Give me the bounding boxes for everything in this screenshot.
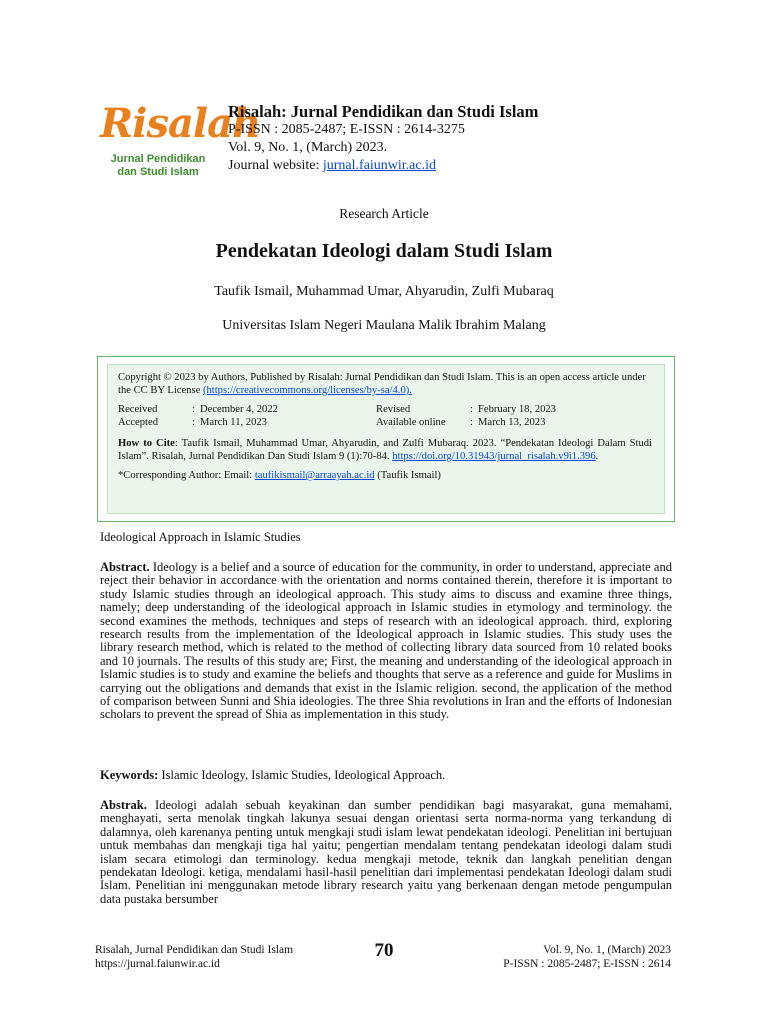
abstrak-paragraph: Abstrak. Ideologi adalah sebuah keyakinan dan sumber pendidikan bagi masyarakat, guna memahami, menghayati, serta menolak tingkah lakunya sesuai dengan orientasi serta norma-norma yang terkandung di dalamnya, oleh karenanya penting untuk mengkaji studi islam lewat pendekatan ideologi. Penelitian ini bertujuan untuk membahas dan mengkaji tiga hal yaitu; pengertian mendalam tentang pendekatan ideologi dalam studi islam secara etimologi dan terminology. kedua mengkaji metode, teknik dan langkah penelitian dengan pendekatan Ideologi. ketiga, mendalami hasil-hasil penelitian dari implementasi pendekatan Ideologi dalam studi Islam. Penelitian ini menggunakan metode library research yaitu yang berkenaan dengan metode pengumpulan data pustaka bersumber xyxy=(100,798,672,906)
journal-website: Journal website: jurnal.faiunwir.ac.id xyxy=(228,158,437,173)
english-title: Ideological Approach in Islamic Studies xyxy=(100,530,301,544)
logo-wordmark: Risalah xyxy=(100,100,261,147)
keywords-line: Keywords: Islamic Ideology, Islamic Studies, Ideological Approach. xyxy=(100,768,446,782)
copyright-notice: Copyright © 2023 by Authors, Published by Risalah: Jurnal Pendidikan dan Studi Islam. This is an open access article under the CC BY License (https://creativecommons.org/licenses/by-sa/4.0). xyxy=(118,372,646,396)
received-row: Received : December 4, 2022 Revised : February 18, 2023 xyxy=(118,404,556,415)
footer-left: Risalah, Jurnal Pendidikan dan Studi Islam https://jurnal.faiunwir.ac.id xyxy=(95,944,294,970)
article-title: Pendekatan Ideologi dalam Studi Islam xyxy=(215,240,553,262)
journal-logo xyxy=(100,100,261,180)
author-email-link[interactable]: taufikismail@arraayah.ac.id xyxy=(254,470,375,481)
article-info-box xyxy=(97,356,675,522)
article-type: Research Article xyxy=(339,206,429,221)
journal-header xyxy=(228,103,668,175)
doi-link[interactable]: https://doi.org/10.31943/jurnal_risalah.v9i1.396 xyxy=(392,451,596,462)
journal-issn: P-ISSN : 2085-2487; E-ISSN : 2614-3275 xyxy=(228,122,465,137)
abstract-paragraph: Abstract. Ideology is a belief and a source of education for the community, in order to understand, appreciate and reject their behavior in accordance with the orientation and norms contained therein, therefore it is important to study Islamic studies through an ideological approach. This study aims to discuss and examine three things, namely; deep understanding of the ideological approach in Islamic studies in etymology and terminology. the second examines the methods, techniques and steps of research with an ideological approach. third, exploring research results from the implementation of the Ideological approach in Islamic studies. This study uses the library research method, which is related to the method of collecting library data sourced from 10 related books and 10 journals. The results of this study are; First, the meaning and understanding of the ideological approach in Islamic studies is to study and examine the beliefs and thoughts that serve as a reference and guide for Muslims in carrying out the obligations and demands that exist in the Islamic religion. second, the application of the method of comparison between Sunni and Shia ideologies. The three Shia revolutions in Iran and the efforts of Indonesian scholars to prevent the spread of Shia as implementation in this study. xyxy=(100,560,672,722)
journal-website-link[interactable]: jurnal.faiunwir.ac.id xyxy=(322,158,437,173)
how-to-cite: How to Cite: Taufik Ismail, Muhammad Umar, Ahyarudin, and Zulfi Mubaraq. 2023. “Pendekatan Ideologi Dalam Studi Islam”. Risalah, Jurnal Pendidikan Dan Studi Islam 9 (1):70-84. https://doi.org/10.31943/jurnal_risalah.v9i1.396. xyxy=(118,438,652,462)
footer-right: Vol. 9, No. 1, (March) 2023 P-ISSN : 2085-2487; E-ISSN : 2614 xyxy=(503,944,671,970)
corresponding-author: *Corresponding Author: Email: taufikismail@arraayah.ac.id (Taufik Ismail) xyxy=(118,470,441,481)
page-number: 70 xyxy=(374,940,394,961)
article-info-panel xyxy=(107,364,665,514)
journal-volume: Vol. 9, No. 1, (March) 2023. xyxy=(228,140,388,155)
accepted-row: Accepted : March 11, 2023 Available online : March 13, 2023 xyxy=(118,417,546,428)
article-authors: Taufik Ismail, Muhammad Umar, Ahyarudin, Zulfi Mubaraq xyxy=(214,284,554,299)
article-affiliation: Universitas Islam Negeri Maulana Malik Ibrahim Malang xyxy=(222,318,546,333)
journal-title: Risalah: Jurnal Pendidikan dan Studi Islam xyxy=(228,102,539,121)
license-link[interactable]: (https://creativecommons.org/licenses/by-sa/4.0). xyxy=(202,385,412,396)
logo-subtitle: Jurnal Pendidikan dan Studi Islam xyxy=(110,153,206,178)
